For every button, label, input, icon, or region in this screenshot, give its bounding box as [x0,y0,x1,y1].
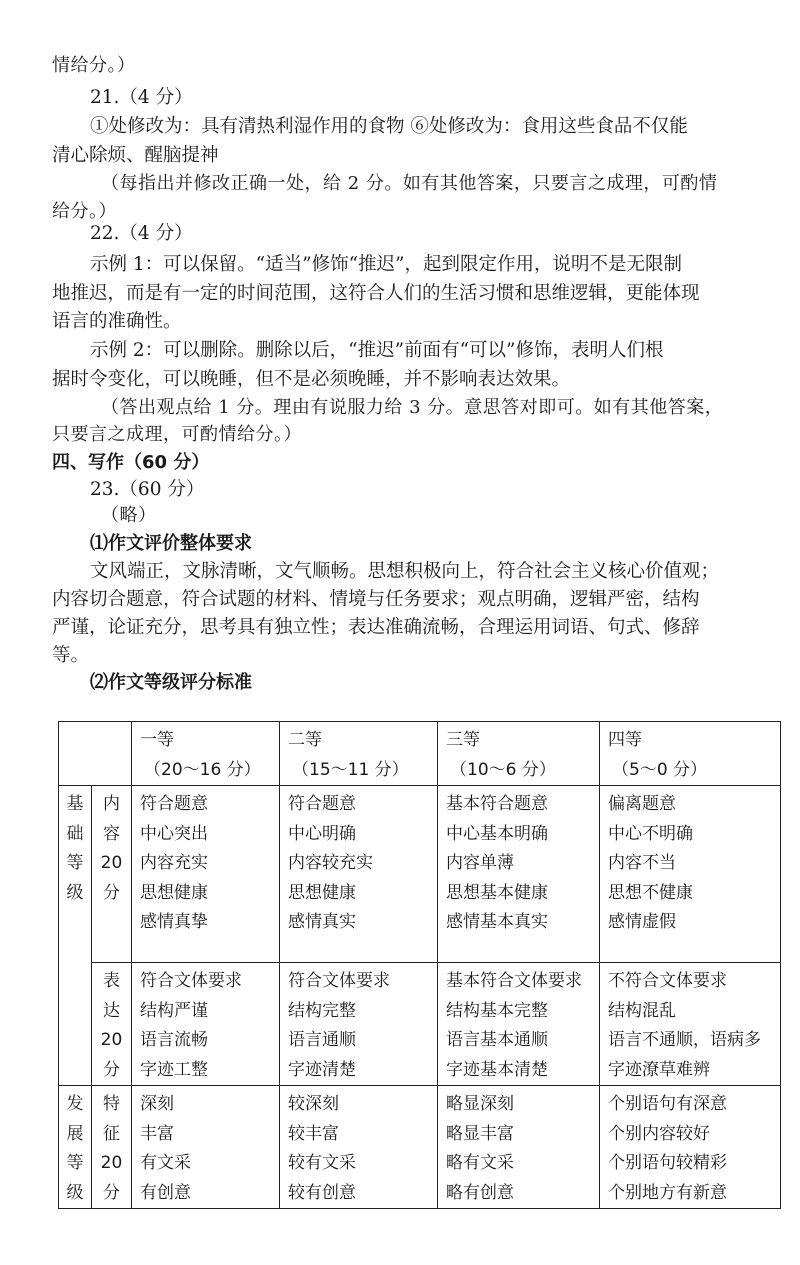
text-line: 严谨，论证充分，思考具有独立性；表达准确流畅，合理运用词语、句式、修辞 [52,617,700,638]
subsection-heading: ⑵作文等级评分标准 [90,672,252,693]
table-cell: 符合题意 中心明确 内容较充实 思想健康 感情真实 [280,786,438,963]
development-level-label: 发 展 等 级 [59,1086,92,1209]
text-line: ①处修改为：具有清热利湿作用的食物 ⑥处修改为：食用这些食品不仅能 [90,116,688,137]
table-cell: 基本符合文体要求 结构基本完整 语言基本通顺 字迹基本清楚 [438,963,600,1086]
grade-header: 四等 （5～0 分） [600,722,781,786]
table-cell: 符合文体要求 结构严谨 语言流畅 字迹工整 [132,963,280,1086]
omitted-note: （略） [101,505,157,526]
text-line: 等。 [52,645,90,666]
table-cell: 符合文体要求 结构完整 语言通顺 字迹清楚 [280,963,438,1086]
table-cell: 个别语句有深意 个别内容较好 个别语句较精彩 个别地方有新意 [600,1086,781,1209]
text-line: 地推迟，而是有一定的时间范围，这符合人们的生活习惯和思维逻辑，更能体现 [52,283,700,304]
question-22-heading: 22.（4 分） [90,223,193,244]
text-line: 文风端正，文脉清晰，文气顺畅。思想积极向上，符合社会主义核心价值观； [90,561,720,582]
table-header-row [59,722,781,786]
corner-cell [59,722,132,786]
feature-label: 特 征 20 分 [92,1086,132,1209]
expression-label: 表 达 20 分 [92,963,132,1086]
grade-header: 一等 （20～16 分） [132,722,280,786]
table-cell: 深刻 丰富 有文采 有创意 [132,1086,280,1209]
subsection-heading: ⑴作文评价整体要求 [90,533,252,554]
content-row [59,786,781,963]
scoring-note: （每指出并修改正确一处，给 2 分。如有其他答案，只要言之成理，可酌情 [101,173,718,194]
scoring-note: 只要言之成理，可酌情给分。） [52,424,302,445]
expression-row [59,963,781,1086]
section-heading: 四、写作（60 分） [52,452,210,473]
scoring-note: （答出观点给 1 分。理由有说服力给 3 分。意思答对即可。如有其他答案， [101,397,724,418]
text-line: 情给分。） [52,55,136,76]
development-row [59,1086,781,1209]
grading-table [58,721,781,1209]
question-23-heading: 23.（60 分） [90,479,205,500]
text-line: 据时令变化，可以晚睡，但不是必须晚睡，并不影响表达效果。 [52,369,571,390]
table-cell: 基本符合题意 中心基本明确 内容单薄 思想基本健康 感情基本真实 [438,786,600,963]
content-label: 内 容 20 分 [92,786,132,963]
text-line: 清心除烦、醒脑提神 [52,145,219,166]
table-cell: 偏离题意 中心不明确 内容不当 思想不健康 感情虚假 [600,786,781,963]
scoring-note: 给分。） [52,201,117,222]
text-line: 示例 1：可以保留。“适当”修饰“推迟”，起到限定作用，说明不是无限制 [90,254,682,275]
basic-level-label: 基 础 等 级 [59,786,92,1086]
grade-header: 二等 （15～11 分） [280,722,438,786]
grade-header: 三等 （10～6 分） [438,722,600,786]
text-line: 示例 2：可以删除。删除以后，“推迟”前面有“可以”修饰，表明人们根 [90,340,664,361]
table-cell: 符合题意 中心突出 内容充实 思想健康 感情真挚 [132,786,280,963]
question-21-heading: 21.（4 分） [90,87,193,108]
text-line: 内容切合题意，符合试题的材料、情境与任务要求；观点明确，逻辑严密，结构 [52,589,700,610]
table-cell: 略显深刻 略显丰富 略有文采 略有创意 [438,1086,600,1209]
text-line: 语言的准确性。 [52,311,182,332]
table-cell: 较深刻 较丰富 较有文采 较有创意 [280,1086,438,1209]
table-cell: 不符合文体要求 结构混乱 语言不通顺，语病多 字迹潦草难辨 [600,963,781,1086]
